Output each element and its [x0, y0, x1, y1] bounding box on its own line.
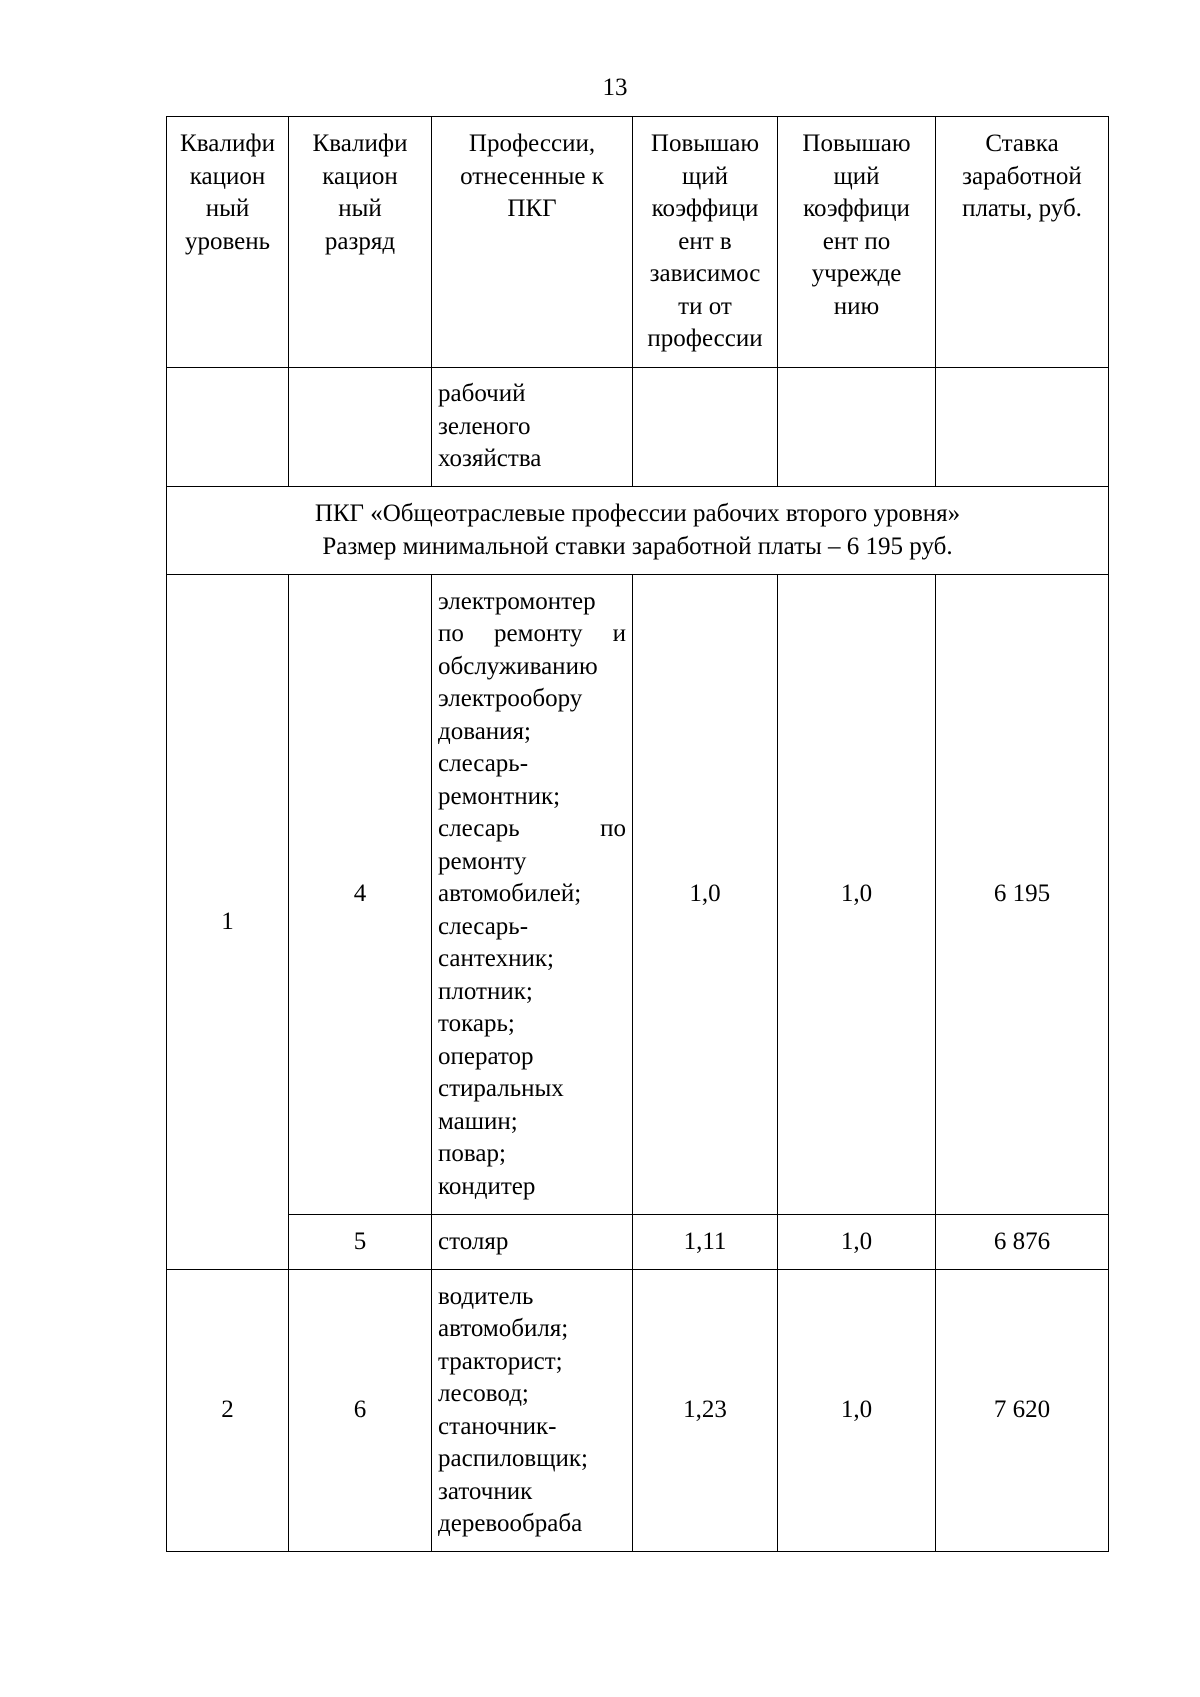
profession-cell: рабочий зеленого хозяйства [432, 368, 633, 487]
coef-institution-cell: 1,0 [778, 1215, 936, 1270]
profession-cell: электромонтер по ремонту и обслуживанию электрообору дования; слесарь- ремонтник; слесарь по ремонту автомобилей; слесарь- сантехник; плотник; токарь; оператор стиральных машин; повар; кондитер [432, 575, 633, 1215]
level-cell: 2 [167, 1270, 289, 1552]
group-header-cell [167, 487, 1109, 575]
header-coef-institution: Повышаю щий коэффици ент по учрежде нию [778, 117, 936, 368]
coef-institution-cell: 1,0 [778, 575, 936, 1215]
coef-profession-cell: 1,23 [633, 1270, 778, 1552]
group-header-row [167, 487, 1109, 575]
grade-cell: 4 [289, 575, 432, 1215]
grade-cell: 6 [289, 1270, 432, 1552]
empty-cell [633, 368, 778, 487]
salary-cell: 6 876 [936, 1215, 1109, 1270]
group-title: ПКГ «Общеотраслевые профессии рабочих второго уровня» [314, 500, 961, 527]
header-row [167, 117, 1109, 368]
empty-cell [167, 368, 289, 487]
empty-cell [936, 368, 1109, 487]
salary-table [166, 116, 1109, 1552]
table-row [167, 1215, 1109, 1270]
level-cell: 1 [167, 575, 289, 1270]
group-subtitle: Размер минимальной ставки заработной платы – 6 195 руб. [322, 532, 953, 560]
coef-profession-cell: 1,0 [633, 575, 778, 1215]
profession-cell: столяр [432, 1215, 633, 1270]
coef-profession-cell: 1,11 [633, 1215, 778, 1270]
table-row [167, 1270, 1109, 1552]
coef-institution-cell: 1,0 [778, 1270, 936, 1552]
grade-cell: 5 [289, 1215, 432, 1270]
header-coef-profession: Повышаю щий коэффици ент в зависимос ти от профессии [633, 117, 778, 368]
table-row [167, 575, 1109, 1215]
salary-cell: 7 620 [936, 1270, 1109, 1552]
empty-cell [778, 368, 936, 487]
header-salary: Ставка заработной платы, руб. [936, 117, 1109, 368]
salary-cell: 6 195 [936, 575, 1109, 1215]
continuation-row [167, 368, 1109, 487]
profession-cell: водитель автомобиля; тракторист; лесовод; станочник- распиловщик; заточник деревообраба [432, 1270, 633, 1552]
page-number: 13 [602, 74, 628, 101]
header-qualification-level: Квалифи кацион ный уровень [167, 117, 289, 368]
header-qualification-grade: Квалифи кацион ный разряд [289, 117, 432, 368]
empty-cell [289, 368, 432, 487]
header-professions: Профессии, отнесенные к ПКГ [432, 117, 633, 368]
